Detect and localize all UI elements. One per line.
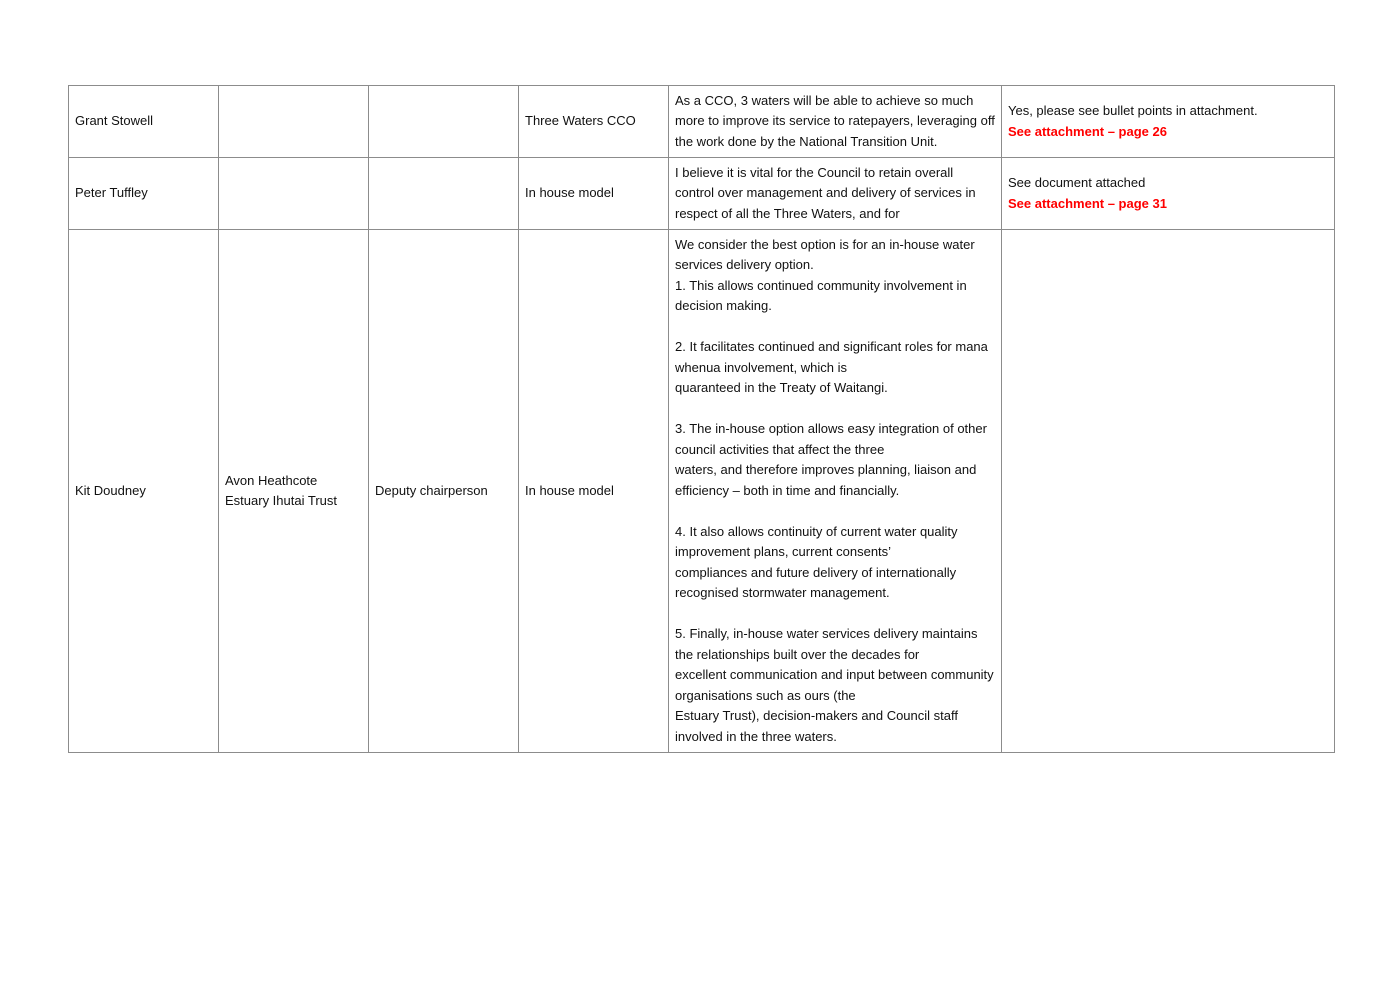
role-cell: Deputy chairperson (369, 230, 519, 753)
table-row (69, 86, 1335, 158)
preferred-option: Three Waters CCO (519, 86, 669, 158)
comment-cell (669, 158, 1002, 230)
submitter-name: Peter Tuffley (69, 158, 219, 230)
response-cell (1002, 86, 1335, 158)
table-row (69, 230, 1335, 753)
response-cell (1002, 158, 1335, 230)
comment-text: As a CCO, 3 waters will be able to achieve so much more to improve its service to ratepayers, leveraging off the work done by the National Transition Unit. (675, 92, 995, 149)
role-cell (369, 86, 519, 158)
preferred-option: In house model (519, 230, 669, 753)
table-row (69, 158, 1335, 230)
response-cell (1002, 230, 1335, 753)
attachment-link[interactable]: See attachment – page 31 (1008, 195, 1167, 211)
response-text: Yes, please see bullet points in attachment. (1008, 103, 1258, 118)
comment-text: I believe it is vital for the Council to retain overall control over management and delivery of services in respect of all the Three Waters, and for (675, 164, 976, 221)
comment-cell (669, 86, 1002, 158)
comment-cell (669, 230, 1002, 753)
submitter-name: Grant Stowell (69, 86, 219, 158)
comment-paragraph: 4. It also allows continuity of current water quality improvement plans, current consents’ compliances and future delivery of internationally recognised stormwater management. (675, 523, 958, 601)
organisation-cell (219, 158, 369, 230)
role-cell (369, 158, 519, 230)
organisation-cell: Avon Heathcote Estuary Ihutai Trust (219, 230, 369, 753)
comment-paragraph: 3. The in-house option allows easy integration of other council activities that affect the three waters, and therefore improves planning, liaison and efficiency – both in time and financially. (675, 421, 987, 498)
attachment-link[interactable]: See attachment – page 26 (1008, 123, 1167, 139)
comment-paragraph: 2. It facilitates continued and significant roles for mana whenua involvement, which is quaranteed in the Treaty of Waitangi. (675, 339, 988, 396)
preferred-option: In house model (519, 158, 669, 230)
response-text: See document attached (1008, 175, 1146, 190)
comment-paragraph: We consider the best option is for an in-house water services delivery option. 1. This allows continued community involvement in decision making. (675, 236, 975, 314)
submitter-name: Kit Doudney (69, 230, 219, 753)
submissions-table (68, 85, 1335, 753)
organisation-cell (219, 86, 369, 158)
comment-paragraph: 5. Finally, in-house water services delivery maintains the relationships built over the decades for excellent communication and input between community organisations such as ours (the Estuary Trust), decision-makers and Council staff involved in the three waters. (675, 626, 994, 744)
